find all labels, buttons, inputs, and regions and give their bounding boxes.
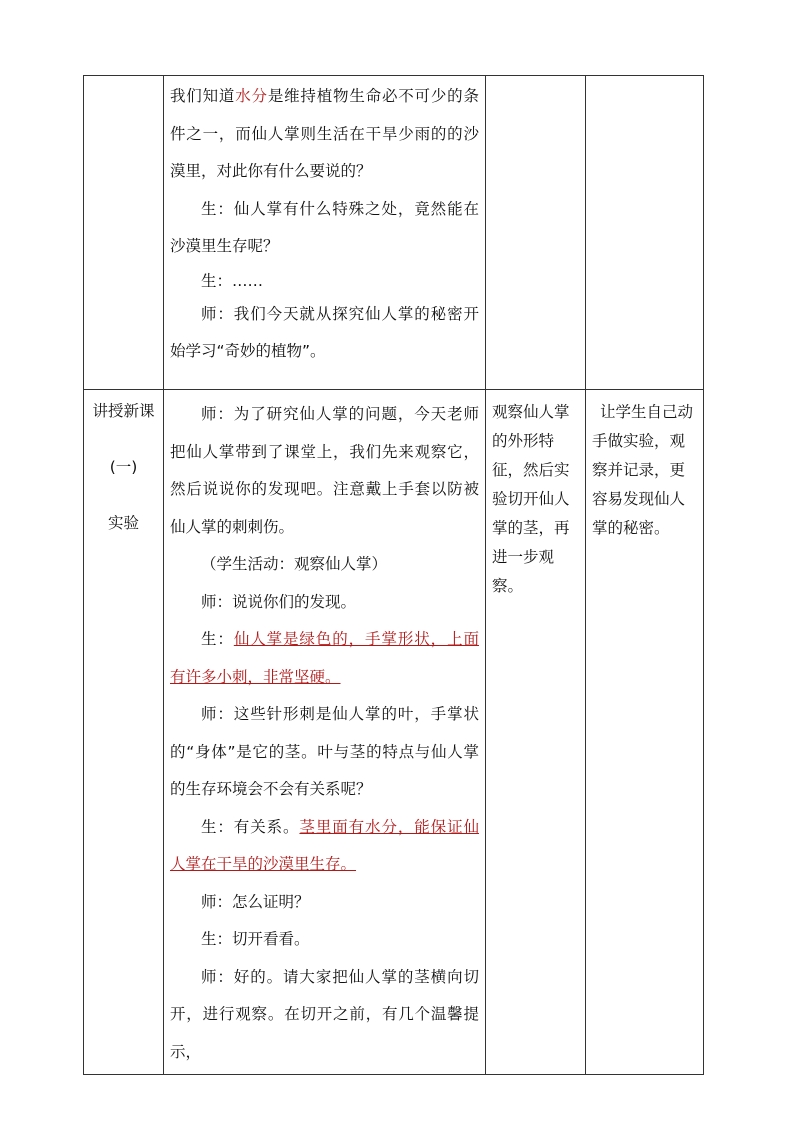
highlight-water: 水分 xyxy=(235,87,268,105)
student-activity-cell xyxy=(486,390,586,1075)
lesson-plan-table xyxy=(83,75,704,1075)
stage-cell xyxy=(84,390,164,1075)
lesson-paragraph-3: 师：说说你们的发现。 xyxy=(201,592,357,611)
intro-content-cell xyxy=(164,76,486,390)
activity-cell-empty xyxy=(486,76,586,390)
lesson-paragraph-9: 师：好的。请大家把仙人掌的茎横向切开，进行观察。在切开之前，有几个温馨提示， xyxy=(170,967,479,1061)
stage-name: 实验 xyxy=(107,514,139,532)
lesson-paragraph-4: 生：仙人掌是绿色的，手掌形状，上面有许多小刺，非常坚硬。 xyxy=(170,630,479,686)
design-intent-text: 让学生自己动手做实验，观察并记录，更容易发现仙人掌的秘密。 xyxy=(592,403,694,537)
lesson-paragraph-5: 师：这些针形刺是仙人掌的叶，手掌状的“身体”是它的茎。叶与茎的特点与仙人掌的生存环境会不会有关系呢？ xyxy=(170,705,479,798)
lesson-row xyxy=(84,390,704,1075)
lesson-paragraph-1: 师：为了研究仙人掌的问题，今天老师把仙人掌带到了课堂上，我们先来观察它，然后说说你的发现吧。注意戴上手套以防被仙人掌的刺刺伤。 xyxy=(170,405,479,536)
stage-cell-empty xyxy=(84,76,164,390)
stage-number: (一) xyxy=(109,458,138,476)
intro-row xyxy=(84,76,704,390)
intent-cell-empty xyxy=(586,76,704,390)
intro-paragraph-2: 生：仙人掌有什么特殊之处，竟然能在沙漠里生存呢？ xyxy=(170,199,479,255)
lesson-paragraph-7: 师：怎么证明？ xyxy=(201,892,310,911)
student-answer-2: 茎里面有水分，能保证仙人掌在干旱的沙漠里生存。 xyxy=(170,817,479,873)
lesson-paragraph-6: 生：有关系。茎里面有水分，能保证仙人掌在干旱的沙漠里生存。 xyxy=(170,817,479,873)
intro-paragraph-1: 我们知道水分是维持植物生命必不可少的条件之一，而仙人掌则生活在干旱少雨的的沙漠里，对此你有什么要说的？ xyxy=(170,87,479,180)
intro-paragraph-3: 生：…… xyxy=(201,271,264,290)
stage-title: 讲授新课 xyxy=(92,402,155,420)
lesson-content-cell xyxy=(164,390,486,1075)
student-activity-text: 观察仙人掌的外形特征，然后实验切开仙人掌的茎，再进一步观察。 xyxy=(492,403,570,595)
student-answer-1: 仙人掌是绿色的，手掌形状，上面有许多小刺，非常坚硬。 xyxy=(170,630,479,686)
lesson-paragraph-2: （学生活动：观察仙人掌） xyxy=(201,555,388,573)
lesson-paragraph-8: 生：切开看看。 xyxy=(201,930,310,948)
design-intent-cell xyxy=(586,390,704,1075)
intro-paragraph-4: 师：我们今天就从探究仙人掌的秘密开始学习“奇妙的植物”。 xyxy=(170,304,479,360)
